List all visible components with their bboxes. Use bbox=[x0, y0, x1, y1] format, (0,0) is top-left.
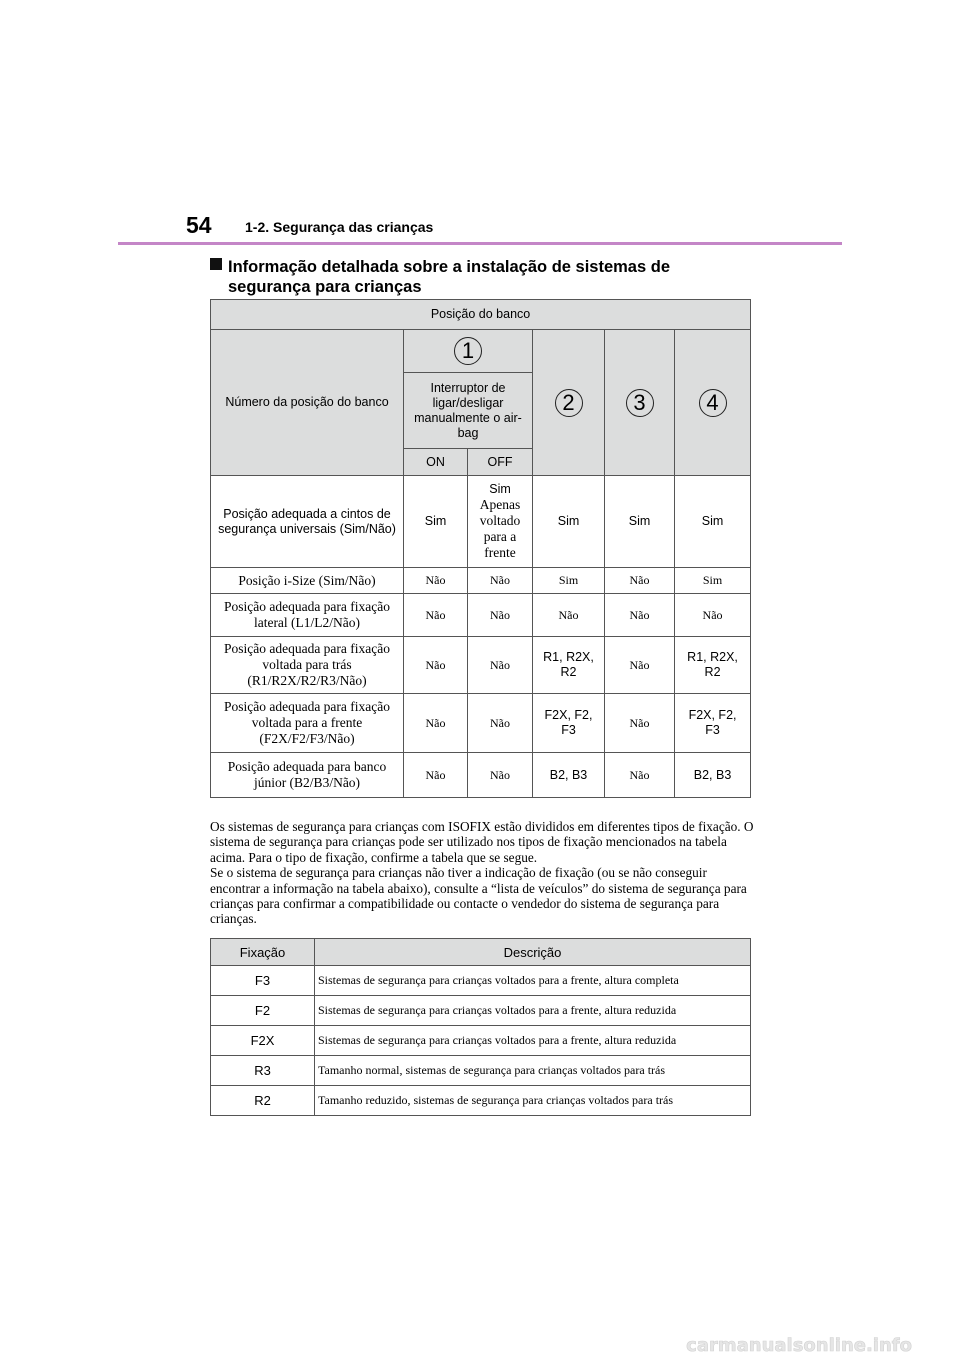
table-row bbox=[211, 694, 751, 753]
seat-2-number: 2 bbox=[555, 389, 583, 417]
on-label: ON bbox=[404, 449, 468, 476]
section-title: 1-2. Segurança das crianças bbox=[245, 219, 434, 235]
fixation-table bbox=[210, 938, 751, 1116]
fixation-code: F2X bbox=[211, 1026, 315, 1056]
cell-seat3: Sim bbox=[605, 476, 675, 568]
row-label: Posição adequada para banco júnior (B2/B3/Não) bbox=[211, 753, 404, 798]
col-description-header: Descrição bbox=[315, 939, 751, 966]
cell-seat1-on: Não bbox=[404, 753, 468, 798]
cell-seat1-off: Não bbox=[468, 594, 533, 637]
seat-position-table bbox=[210, 299, 751, 798]
cell-seat1-off: Não bbox=[468, 753, 533, 798]
fixation-code: F2 bbox=[211, 996, 315, 1026]
off-label: OFF bbox=[468, 449, 533, 476]
watermark-logo bbox=[0, 1332, 960, 1358]
square-bullet-icon bbox=[210, 258, 222, 270]
paragraph-1: Os sistemas de segurança para crianças com ISOFIX estão divididos em diferentes tipos de fixação. O sistema de segurança para crianças pode ser utilizado nos tipos de fixação mencionados na tabela acima. Para o tipo de fixação, confirme a tabela que se segue. bbox=[210, 819, 754, 865]
fixation-code: R2 bbox=[211, 1086, 315, 1116]
watermark-text: carmanualsonline.info bbox=[686, 1335, 912, 1356]
table-row bbox=[211, 753, 751, 798]
row-label: Posição adequada a cintos de segurança universais (Sim/Não) bbox=[211, 476, 404, 568]
table-row bbox=[211, 996, 751, 1026]
seat-position-caption: Posição do banco bbox=[211, 300, 751, 330]
cell-seat1-off-line2: Apenas voltado para a frente bbox=[479, 497, 521, 560]
cell-seat1-off: Não bbox=[468, 694, 533, 753]
seat-number-label: Número da posição do banco bbox=[211, 330, 404, 476]
row-label: Posição adequada para fixação lateral (L1/L2/Não) bbox=[211, 594, 404, 637]
cell-seat1-on: Não bbox=[404, 568, 468, 594]
cell-seat1-on: Não bbox=[404, 637, 468, 694]
cell-seat2: Sim bbox=[533, 568, 605, 594]
cell-seat3: Não bbox=[605, 568, 675, 594]
fixation-description: Sistemas de segurança para crianças voltados para a frente, altura reduzida bbox=[315, 1026, 751, 1056]
fixation-description: Sistemas de segurança para crianças voltados para a frente, altura completa bbox=[315, 966, 751, 996]
col-fixation-header: Fixação bbox=[211, 939, 315, 966]
watermark-svg bbox=[0, 1332, 960, 1358]
fixation-description: Sistemas de segurança para crianças voltados para a frente, altura reduzida bbox=[315, 996, 751, 1026]
cell-seat4: Sim bbox=[675, 476, 751, 568]
cell-seat4: R1, R2X, R2 bbox=[675, 637, 751, 694]
table-row bbox=[211, 476, 751, 568]
cell-seat2: R1, R2X, R2 bbox=[533, 637, 605, 694]
table-row bbox=[211, 568, 751, 594]
seat-3-number: 3 bbox=[626, 389, 654, 417]
cell-seat1-off: Não bbox=[468, 637, 533, 694]
cell-seat1-on: Não bbox=[404, 594, 468, 637]
cell-seat1-on: Não bbox=[404, 694, 468, 753]
table-row bbox=[211, 1026, 751, 1056]
table-row bbox=[211, 594, 751, 637]
subheading bbox=[210, 257, 755, 297]
seat-1-header bbox=[404, 330, 533, 373]
fixation-description: Tamanho normal, sistemas de segurança para crianças voltados para trás bbox=[315, 1056, 751, 1086]
table-row bbox=[211, 637, 751, 694]
seat-4-header bbox=[675, 330, 751, 476]
cell-seat4: Sim bbox=[675, 568, 751, 594]
cell-seat3: Não bbox=[605, 594, 675, 637]
row-label: Posição adequada para fixação voltada para trás (R1/R2X/R2/R3/Não) bbox=[211, 637, 404, 694]
cell-seat3: Não bbox=[605, 753, 675, 798]
cell-seat2: Sim bbox=[533, 476, 605, 568]
cell-seat1-off bbox=[468, 476, 533, 568]
paragraph-2: Se o sistema de segurança para crianças não tiver a indicação de fixação (ou se não conseguir encontrar a informação na tabela abaixo), consulte a “lista de veículos” do sistema de segurança para crianças para confirmar a compatibilidade ou contacte o vendedor do sistema de segurança para crianças. bbox=[210, 865, 747, 927]
cell-seat4: Não bbox=[675, 594, 751, 637]
subheading-text: Informação detalhada sobre a instalação de sistemas de segurança para crianças bbox=[228, 258, 671, 296]
cell-seat4: B2, B3 bbox=[675, 753, 751, 798]
table-row bbox=[211, 1056, 751, 1086]
cell-seat3: Não bbox=[605, 694, 675, 753]
page-number: 54 bbox=[186, 212, 212, 238]
cell-seat2: B2, B3 bbox=[533, 753, 605, 798]
table-row bbox=[211, 1086, 751, 1116]
row-label: Posição adequada para fixação voltada para a frente (F2X/F2/F3/Não) bbox=[211, 694, 404, 753]
seat-4-number: 4 bbox=[699, 389, 727, 417]
seat-1-number: 1 bbox=[454, 337, 482, 365]
cell-seat2: F2X, F2, F3 bbox=[533, 694, 605, 753]
table-row bbox=[211, 966, 751, 996]
header-divider bbox=[118, 242, 842, 245]
fixation-code: R3 bbox=[211, 1056, 315, 1086]
cell-seat1-off-line1: Sim bbox=[489, 482, 511, 496]
fixation-description: Tamanho reduzido, sistemas de segurança para crianças voltados para trás bbox=[315, 1086, 751, 1116]
fixation-code: F3 bbox=[211, 966, 315, 996]
row-label: Posição i-Size (Sim/Não) bbox=[211, 568, 404, 594]
airbag-switch-label: Interruptor de ligar/desligar manualmente o air-bag bbox=[404, 373, 533, 449]
cell-seat3: Não bbox=[605, 637, 675, 694]
cell-seat1-on: Sim bbox=[404, 476, 468, 568]
cell-seat2: Não bbox=[533, 594, 605, 637]
seat-3-header bbox=[605, 330, 675, 476]
cell-seat1-off: Não bbox=[468, 568, 533, 594]
isofix-explanation bbox=[210, 819, 755, 927]
seat-2-header bbox=[533, 330, 605, 476]
cell-seat4: F2X, F2, F3 bbox=[675, 694, 751, 753]
